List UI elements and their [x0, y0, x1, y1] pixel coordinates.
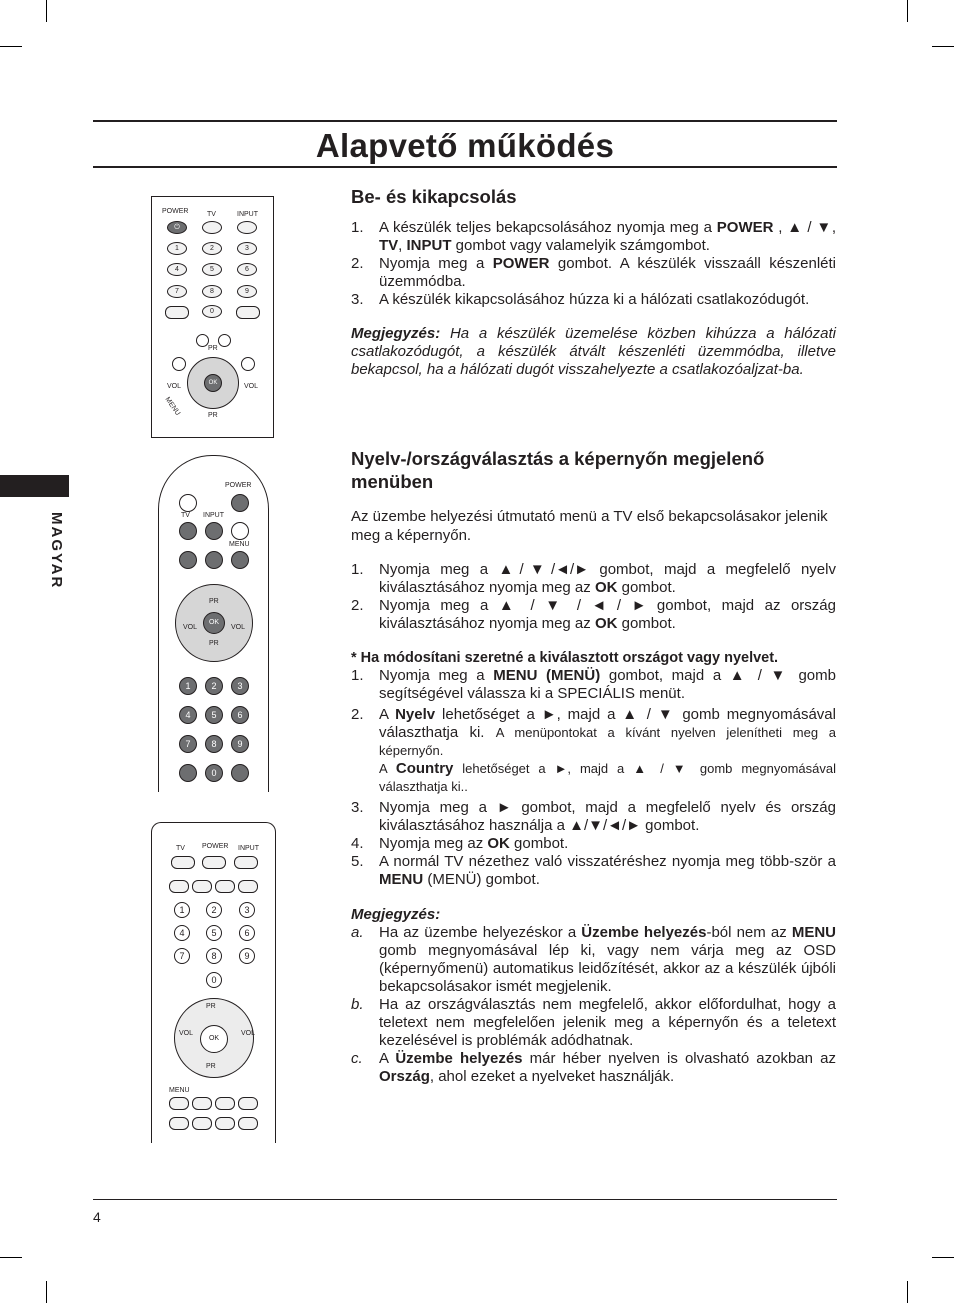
list-item: 2. Nyomja meg a ▲ / ▼ / ◄ / ► gombot, majd az ország kiválasztásához nyomja meg az OK gombot.	[351, 597, 836, 632]
crop-mark	[46, 1281, 47, 1303]
remote-input-label: INPUT	[203, 512, 224, 519]
pr-label: PR	[206, 1003, 216, 1010]
ok-button[interactable]: OK	[200, 1025, 228, 1053]
page-number: 4	[93, 1209, 101, 1225]
intro-paragraph: Az üzembe helyezési útmutató menü a TV első bekapcsolásakor jelenik meg a képernyőn.	[351, 508, 828, 544]
power-steps	[351, 219, 836, 309]
remote-input-label: INPUT	[237, 211, 258, 218]
remote-power-label: POWER	[162, 208, 189, 215]
title-rule-top	[93, 120, 837, 122]
aux-button[interactable]	[236, 306, 260, 319]
pr-label: PR	[209, 598, 219, 605]
crop-mark	[46, 0, 47, 22]
digit-button[interactable]: 3	[237, 242, 257, 255]
digit-button[interactable]: 5	[202, 263, 222, 276]
tv-button[interactable]	[171, 856, 195, 869]
pr-label: PR	[209, 640, 219, 647]
digit-button[interactable]: 7	[174, 948, 190, 964]
page-title: Alapvető működés	[315, 127, 615, 164]
pr-label: PR	[208, 412, 218, 419]
menu-label: MENU	[229, 541, 250, 548]
digit-button[interactable]: 3	[231, 677, 249, 695]
aux-button[interactable]	[215, 1097, 235, 1110]
menu-button[interactable]	[231, 551, 249, 569]
list-item: c. A Üzembe helyezés már héber nyelven is olvasható azokban az Ország, ahol ezeket a nyelveket használják.	[351, 1050, 836, 1085]
input-button[interactable]	[234, 856, 258, 869]
note-label: Megjegyzés:	[351, 906, 441, 923]
tv-button[interactable]	[179, 522, 197, 540]
aux-button[interactable]	[169, 880, 189, 893]
remote-power-label: POWER	[202, 843, 229, 850]
menu-label: MENU	[163, 396, 182, 417]
aux-button[interactable]	[165, 306, 189, 319]
digit-button[interactable]: 8	[206, 948, 222, 964]
digit-button[interactable]: 6	[231, 706, 249, 724]
list-item: a. Ha az üzembe helyezéskor a Üzembe helyezés-ból nem az MENU gomb megnyomásával lép ki, vagy nem várja meg az OSD (képernyőmenü) automatikus leidőzítését, akkor az a készülék újbóli bekapcsolásakor ismét megjelenik.	[351, 924, 836, 995]
digit-button[interactable]: 0	[202, 305, 222, 318]
modify-steps	[351, 667, 836, 889]
digit-button[interactable]: 4	[174, 925, 190, 941]
section-heading: Nyelv-/országválasztás a képernyőn megjelenő menüben	[351, 448, 765, 492]
aux-round-button[interactable]	[172, 357, 186, 371]
digit-button[interactable]: 2	[202, 242, 222, 255]
list-item: 2. A Nyelv lehetőséget a ►, majd a ▲ / ▼ gomb megnyomásával választhatja ki. A menüpontokat a kívánt nyelven jelenítheti meg a képernyőn. A Country lehetőséget a ►, majd a ▲ / ▼ gomb megnyomásával választhatja ki..	[351, 706, 836, 794]
vol-label: VOL	[244, 383, 259, 390]
aux-button[interactable]	[192, 880, 212, 893]
remote-control-1	[151, 196, 274, 438]
remote-control-3	[151, 822, 276, 1143]
remote-tv-label: TV	[181, 512, 190, 519]
digit-button[interactable]: 1	[174, 902, 190, 918]
digit-button[interactable]: 6	[237, 263, 257, 276]
note-paragraph: Megjegyzés: Ha a készülék üzemelése közben kihúzza a hálózati csatlakozódugót, a készülék átvált készenléti üzemmódba, illetve bekapcsol, ha a hálózati dugót visszahelyezte a csatlakozóaljzat-ba.	[351, 325, 836, 378]
aux-round-button[interactable]	[231, 522, 249, 540]
crop-mark	[0, 46, 22, 47]
pr-label: PR	[208, 345, 218, 352]
vol-label: VOL	[183, 624, 198, 631]
crop-mark	[907, 0, 908, 22]
aux-button[interactable]	[238, 1117, 258, 1130]
section-heading: Be- és kikapcsolás	[351, 186, 517, 207]
remote-power-label: POWER	[225, 482, 252, 489]
aux-round-button[interactable]	[241, 357, 255, 371]
power-button[interactable]	[202, 856, 226, 869]
digit-button[interactable]: 9	[231, 735, 249, 753]
aux-round-button[interactable]	[179, 764, 197, 782]
vol-label: VOL	[231, 624, 246, 631]
footer-rule	[93, 1199, 837, 1200]
digit-button[interactable]: 0	[205, 764, 223, 782]
vol-label: VOL	[241, 1030, 256, 1037]
crop-mark	[0, 1257, 22, 1258]
vol-label: VOL	[167, 383, 182, 390]
power-button[interactable]	[231, 494, 249, 512]
aux-button[interactable]	[215, 880, 235, 893]
digit-button[interactable]: 1	[167, 242, 187, 255]
remote-tv-label: TV	[207, 211, 216, 218]
remote-control-2	[158, 455, 269, 792]
digit-button[interactable]: 2	[206, 902, 222, 918]
aux-button[interactable]	[238, 880, 258, 893]
language-section	[351, 447, 836, 1086]
pr-label: PR	[206, 1063, 216, 1070]
aux-round-button[interactable]	[205, 551, 223, 569]
aux-round-button[interactable]	[179, 494, 197, 512]
ok-button[interactable]: OK	[204, 374, 222, 392]
input-button[interactable]	[237, 221, 257, 234]
aux-button[interactable]	[215, 1117, 235, 1130]
aux-button[interactable]	[192, 1117, 212, 1130]
crop-mark	[932, 46, 954, 47]
aux-button[interactable]	[238, 1097, 258, 1110]
digit-button[interactable]: 6	[239, 925, 255, 941]
digit-button[interactable]: 7	[179, 735, 197, 753]
language-side-label: MAGYAR	[48, 512, 65, 590]
list-item: 1. A készülék teljes bekapcsolásához nyomja meg a POWER , ▲ / ▼, TV, INPUT gombot vagy valamelyik számgombot.	[351, 219, 836, 254]
digit-button[interactable]: 2	[205, 677, 223, 695]
digit-button[interactable]: 9	[239, 948, 255, 964]
list-item: 5. A normál TV nézethez való visszatéréshez nyomja meg több-ször a MENU (MENÜ) gombot.	[351, 853, 836, 888]
modify-heading: * Ha módosítani szeretné a kiválasztott országot vagy nyelvet.	[351, 650, 779, 666]
digit-button[interactable]: 4	[179, 706, 197, 724]
digit-button[interactable]: 8	[202, 285, 222, 298]
menu-button[interactable]	[169, 1097, 189, 1110]
aux-round-button[interactable]	[179, 551, 197, 569]
digit-button[interactable]: 5	[206, 925, 222, 941]
digit-button[interactable]: 3	[239, 902, 255, 918]
aux-button[interactable]	[192, 1097, 212, 1110]
ok-button[interactable]: OK	[203, 612, 225, 634]
title-rule-bottom	[93, 166, 837, 168]
vol-label: VOL	[179, 1030, 194, 1037]
aux-round-button[interactable]	[218, 334, 231, 347]
language-steps	[351, 561, 836, 633]
digit-button[interactable]: 9	[237, 285, 257, 298]
crop-mark	[932, 1257, 954, 1258]
language-tab-marker	[0, 475, 69, 497]
tv-button[interactable]	[202, 221, 222, 234]
digit-button[interactable]: 5	[205, 706, 223, 724]
remote-input-label: INPUT	[238, 845, 259, 852]
aux-round-button[interactable]	[231, 764, 249, 782]
list-item: b. Ha az országválasztás nem megfelelő, akkor előfordulhat, hogy a teletext nem megfelelően jelenik meg a képernyőn és a teletext kezelésével is problémák adódhatnak.	[351, 996, 836, 1049]
digit-button[interactable]: 1	[179, 677, 197, 695]
menu-label: MENU	[169, 1087, 190, 1094]
input-button[interactable]	[205, 522, 223, 540]
list-item: 1. Nyomja meg a MENU (MENÜ) gombot, majd a ▲ / ▼ gomb segítségével válassza ki a SPECIÁLIS menüt.	[351, 667, 836, 702]
power-button[interactable]: ⏻	[167, 221, 187, 234]
list-item: 3. Nyomja meg a ► gombot, majd a megfelelő nyelv és ország kiválasztásához használja a ▲/▼/◄/► gombot.	[351, 799, 836, 834]
digit-button[interactable]: 7	[167, 285, 187, 298]
aux-button[interactable]	[169, 1117, 189, 1130]
remote-tv-label: TV	[176, 845, 185, 852]
digit-button[interactable]: 0	[206, 972, 222, 988]
digit-button[interactable]: 4	[167, 263, 187, 276]
list-item: 4. Nyomja meg az OK gombot.	[351, 835, 569, 852]
list-item: 1. Nyomja meg a ▲/▼/◄/► gombot, majd a megfelelő nyelv kiválasztásához nyomja meg az OK gombot.	[351, 561, 836, 596]
crop-mark	[907, 1281, 908, 1303]
notes-list	[351, 924, 836, 1086]
power-section	[351, 185, 836, 379]
list-item: 2. Nyomja meg a POWER gombot. A készülék visszaáll készenléti üzemmódba.	[351, 255, 836, 290]
digit-button[interactable]: 8	[205, 735, 223, 753]
list-item: 3. A készülék kikapcsolásához húzza ki a hálózati csatlakozódugót.	[351, 291, 810, 308]
